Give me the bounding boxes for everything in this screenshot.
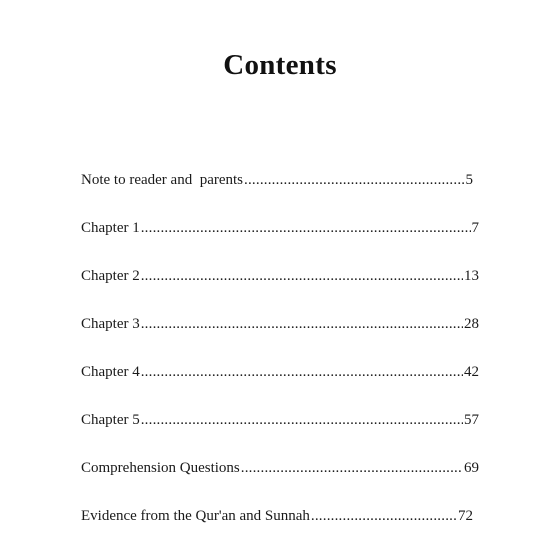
dot-leader: [141, 264, 463, 288]
toc-entry-chapter-5: [81, 408, 479, 432]
toc-entry-label: Chapter 3: [81, 316, 140, 332]
page-title: Contents: [223, 49, 337, 82]
toc-entry-label: Chapter 4: [81, 364, 140, 380]
dot-leader: [141, 216, 471, 240]
toc-entry-page: 13: [464, 268, 479, 284]
dot-leader: [141, 312, 463, 336]
toc-entry-chapter-3: [81, 312, 479, 336]
toc-entry-page: 7: [471, 220, 479, 236]
toc-entry-page: 57: [464, 412, 479, 428]
toc-entry-comprehension-questions: [81, 456, 479, 480]
dot-leader: [141, 408, 463, 432]
toc-entry-page: 72: [458, 508, 473, 524]
toc-entry-chapter-2: [81, 264, 479, 288]
toc-entry-label: Chapter 2: [81, 268, 140, 284]
toc-entry-page: 28: [464, 316, 479, 332]
toc-entry-label: Note to reader and parents: [81, 172, 244, 188]
toc-entry-label: Evidence from the Qur'an and Sunnah: [81, 508, 310, 524]
toc-entry-chapter-1: [81, 216, 479, 240]
toc-entry-chapter-4: [81, 360, 479, 384]
toc-entry-note-to-reader: [81, 168, 473, 192]
toc-entry-page: 69: [464, 460, 479, 476]
table-of-contents: [81, 168, 479, 528]
toc-entry-label: Chapter 1: [81, 220, 140, 236]
toc-entry-page: 5: [465, 172, 473, 188]
dot-leader: [141, 360, 463, 384]
dot-leader: [311, 504, 457, 528]
toc-entry-label: Comprehension Questions: [81, 460, 240, 476]
toc-entry-evidence: [81, 504, 473, 528]
dot-leader: [244, 168, 464, 192]
dot-leader: [241, 456, 463, 480]
toc-entry-page: 42: [464, 364, 479, 380]
toc-entry-label: Chapter 5: [81, 412, 140, 428]
